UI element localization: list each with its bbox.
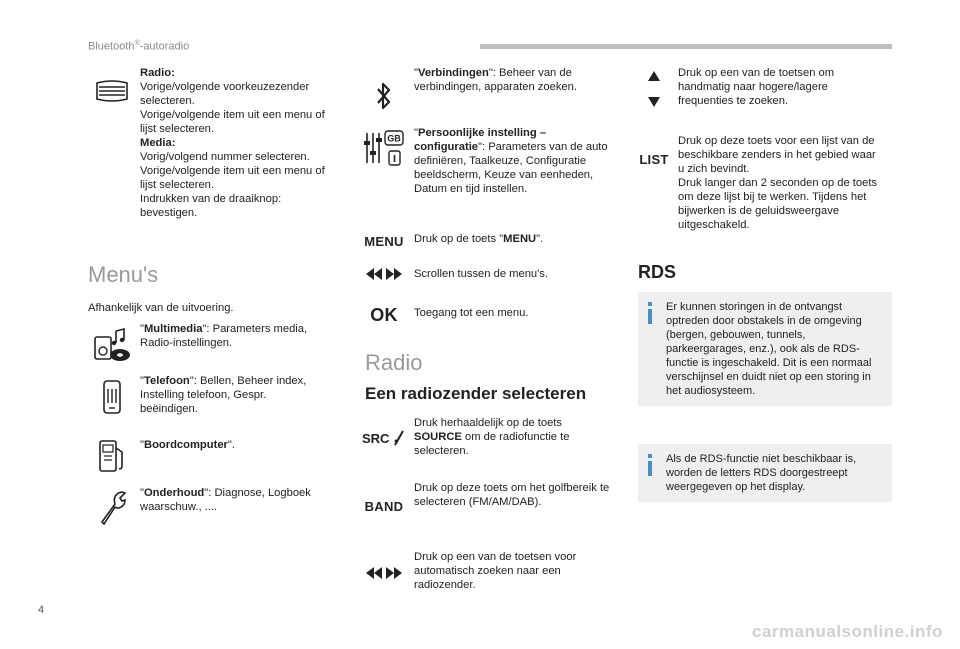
info-icon [646, 454, 654, 476]
rotary-knob-icon [88, 66, 136, 116]
configuratie-desc: ": Parameters van de auto definiëren, Taalkeuze, Configuratie beeldscherm, Keuze van eenheden, Datum en tijd instellen. [414, 141, 608, 195]
radio-heading: Radio [365, 350, 423, 375]
info-icon [646, 302, 654, 324]
header-sup: ® [134, 40, 140, 47]
info1-text: Er kunnen storingen in de ontvangst optreden door obstakels in de omgeving (bergen, gebouwen, tunnels, parkeergarages, enz.), ook als de RDS-functie is ingeschakeld. Dit is een normaal verschijnsel en duidt niet op een storing in het audiosysteem. [666, 301, 872, 397]
rotary-knob-text [140, 66, 326, 220]
left-right-arrows-icon [360, 265, 408, 283]
onderhoud-desc: ": Diagnose, Logboek waarschuw., .... [140, 487, 311, 513]
band-key-label: BAND [364, 498, 404, 514]
menu-text-post: ". [536, 233, 544, 245]
info-box-rds-unavailable [638, 444, 892, 502]
media-lines: Vorig/volgend nummer selecteren. Vorige/volgende item uit een menu of lijst selecteren. Indrukken van de draaiknop: bevestigen. [140, 151, 325, 219]
rotary-knob-row [88, 66, 326, 220]
page-number: 4 [38, 604, 45, 616]
select-station-heading: Een radiozender selecteren [365, 384, 587, 403]
watermark: carmanualsonline.info [752, 622, 943, 641]
fuel-pump-icon [88, 434, 136, 478]
verbindingen-desc: ": Beheer van de verbindingen, apparaten zoeken. [414, 67, 577, 93]
header-suffix: -autoradio [139, 40, 190, 53]
src-phone-icon [360, 416, 408, 460]
media-label: Media: [140, 137, 176, 149]
ok-text: Toegang tot een menu. [414, 307, 529, 319]
source-text-bold: SOURCE [414, 431, 462, 443]
up-down-arrows-icon [630, 66, 678, 112]
header-title: Bluetooth [88, 40, 135, 53]
menu-item-onderhoud: "Onderhoud": Diagnose, Logboek waarschuw., .... [88, 486, 326, 530]
menu-text-bold: MENU [503, 233, 537, 245]
boordcomputer-desc: ". [227, 439, 235, 451]
list-key-label: LIST [639, 151, 669, 167]
source-row [360, 416, 610, 460]
source-text-pre: Druk herhaaldelijk op de toets [414, 417, 563, 429]
ok-key-label: OK [370, 304, 398, 325]
telefoon-label: Telefoon [143, 375, 190, 387]
telefoon-desc: ": Bellen, Beheer index, Instelling telefoon, Gespr. beëindigen. [140, 375, 307, 415]
boordcomputer-label: Boordcomputer [143, 439, 228, 451]
seek-row [360, 550, 610, 596]
ok-row [360, 304, 610, 326]
scroll-row [360, 265, 610, 283]
seek-text: Druk op een van de toetsen voor automatisch zoeken naar een radiozender. [414, 551, 577, 591]
svg-text:SRC: SRC [362, 431, 390, 446]
source-text-post: om de radiofunctie te selecteren. [414, 431, 570, 457]
multimedia-desc: ": Parameters media, Radio-instellingen. [140, 323, 308, 349]
menu-text-pre: Druk op de toets " [414, 233, 504, 245]
menu-key-label: MENU [364, 233, 404, 249]
seek-arrows-icon [360, 550, 408, 596]
menu-item-verbindingen: "Verbindingen": Beheer van de verbindingen, apparaten zoeken. [360, 66, 610, 126]
radio-label: Radio: [140, 67, 175, 79]
band-text: Druk op deze toets om het golfbereik te selecteren (FM/AM/DAB). [414, 482, 610, 508]
svg-text:GB: GB [387, 133, 401, 144]
verbindingen-label: Verbindingen [417, 67, 489, 79]
menu-item-boordcomputer: "Boordcomputer". [88, 434, 326, 478]
configuratie-label: Persoonlijke instelling – configuratie [414, 127, 547, 153]
band-row [360, 481, 614, 531]
menu-button-row [360, 232, 610, 250]
updown-text: Druk op een van de toetsen om handmatig naar hogere/lagere frequenties te zoeken. [678, 67, 835, 107]
running-header [88, 40, 189, 53]
list-row [630, 134, 878, 232]
multimedia-icon [88, 322, 136, 368]
radio-lines: Vorige/volgende voorkeuzezender selecteren. Vorige/volgende item uit een menu of lijst selecteren. [140, 81, 325, 135]
header-rule [480, 44, 892, 49]
bluetooth-icon [360, 66, 408, 126]
rds-heading: RDS [638, 262, 677, 282]
phone-icon [88, 374, 136, 420]
menu-item-multimedia: "Multimedia": Parameters media, Radio-instellingen. [88, 322, 326, 368]
onderhoud-label: Onderhoud [143, 487, 205, 499]
list-text: Druk op deze toets voor een lijst van de beschikbare zenders in het gebied waar u zich bevindt. Druk langer dan 2 seconden op de toets om deze lijst bij te werken. Tijdens het bijwerken is de geluidsweergave uitgeschakeld. [678, 135, 878, 231]
info2-text: Als de RDS-functie niet beschikbaar is, worden de letters RDS doorgestreept weergegeven op het display. [666, 453, 857, 493]
menus-heading: Menu's [88, 262, 159, 287]
settings-gb-icon [360, 126, 408, 170]
menu-item-configuratie: GB "Persoonlijke instelling – configuratie": Parameters van de auto definiëren, Taalkeuze, Configuratie beeldscherm, Keuze van eenheden, Datum en tijd instellen. [360, 126, 610, 196]
updown-row [630, 66, 878, 112]
menu-item-telefoon: "Telefoon": Bellen, Beheer index, Instelling telefoon, Gespr. beëindigen. [88, 374, 326, 420]
scroll-text: Scrollen tussen de menu's. [414, 268, 548, 280]
menus-intro: Afhankelijk van de uitvoering. [88, 302, 234, 314]
wrench-icon [88, 486, 136, 530]
info-box-rds-interference [638, 292, 892, 406]
multimedia-label: Multimedia [143, 323, 203, 335]
